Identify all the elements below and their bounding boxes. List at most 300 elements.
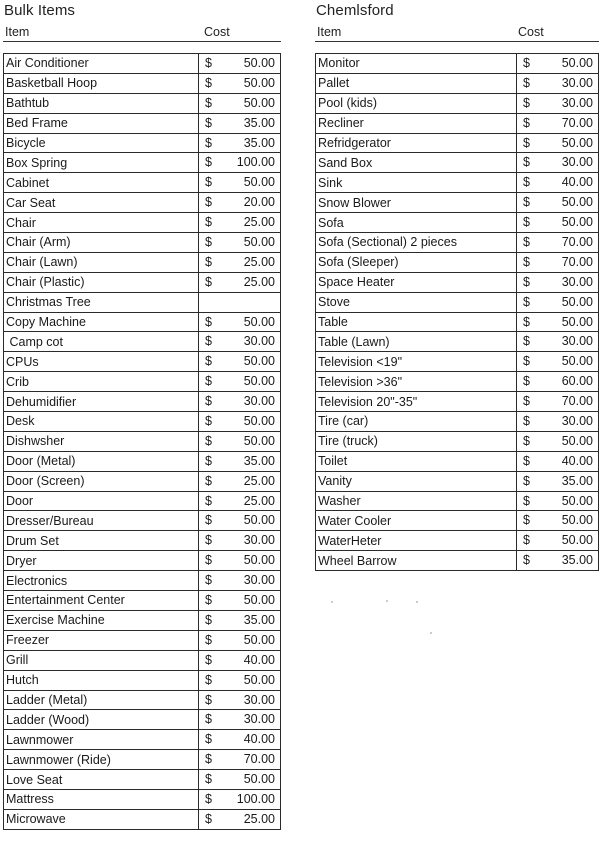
scan-speck [386,600,388,602]
item-cost [199,591,281,611]
item-name: Dresser/Bureau [4,511,199,531]
cost-amount: 20.00 [243,195,275,210]
cost-amount: 50.00 [561,56,593,70]
table-row [316,352,599,372]
currency-symbol: $ [205,752,212,767]
table-row [4,73,281,93]
currency-symbol: $ [523,354,530,369]
item-cost [517,292,599,312]
item-cost [517,471,599,491]
cost-amount: 30.00 [561,414,593,429]
cost-amount: 50.00 [243,56,275,70]
currency-symbol: $ [205,513,212,528]
item-name: Lawnmower [4,730,199,750]
item-name: Sofa (Sleeper) [316,252,517,272]
cost-amount: 50.00 [243,593,275,608]
item-cost [517,392,599,412]
item-cost [199,113,281,133]
scan-speck [331,601,333,603]
item-cost [517,372,599,392]
item-cost [199,650,281,670]
table-row [4,213,281,233]
cost-amount: 35.00 [243,612,275,627]
currency-symbol: $ [205,75,212,90]
table-header [315,25,599,42]
item-name: Chair (Lawn) [4,252,199,272]
cost-amount: 30.00 [243,712,275,727]
item-name: Table (Lawn) [316,332,517,352]
cost-amount: 50.00 [561,493,593,508]
cost-amount: 30.00 [243,692,275,707]
cost-amount: 50.00 [243,632,275,647]
table-row [4,252,281,272]
currency-symbol: $ [205,235,212,250]
table-row [4,54,281,74]
cost-amount: 50.00 [561,354,593,369]
item-name: Chair [4,213,199,233]
cost-amount: 50.00 [243,95,275,110]
cost-amount: 50.00 [243,772,275,787]
item-name: Washer [316,491,517,511]
currency-symbol: $ [523,334,530,349]
item-cost [199,173,281,193]
table-row [4,770,281,790]
currency-symbol: $ [523,195,530,210]
table-row [316,153,599,173]
item-name: Chair (Arm) [4,233,199,253]
item-cost [517,451,599,471]
table-row [4,670,281,690]
item-cost [199,292,281,312]
table-row [316,431,599,451]
item-cost [517,113,599,133]
item-cost [199,213,281,233]
item-cost [199,352,281,372]
item-cost [199,133,281,153]
item-name: Grill [4,650,199,670]
cost-amount: 25.00 [243,254,275,269]
chelmsford-table [315,53,599,571]
item-name: Television 20"-35" [316,392,517,412]
table-row [316,193,599,213]
currency-symbol: $ [523,274,530,289]
item-cost [517,412,599,432]
item-name: Bathtub [4,93,199,113]
cost-amount: 50.00 [243,175,275,190]
item-cost [199,730,281,750]
item-name: Pallet [316,73,517,93]
item-name: Toilet [316,451,517,471]
table-row [4,491,281,511]
table-row [316,551,599,571]
table-row [316,113,599,133]
cost-amount: 30.00 [561,334,593,349]
item-name: Cabinet [4,173,199,193]
table-row [316,133,599,153]
table-row [316,471,599,491]
currency-symbol: $ [205,732,212,747]
currency-symbol: $ [523,135,530,150]
table-row [316,412,599,432]
item-cost [199,392,281,412]
currency-symbol: $ [205,593,212,608]
currency-symbol: $ [205,612,212,627]
currency-symbol: $ [523,175,530,190]
cost-amount: 40.00 [243,652,275,667]
item-name: Wheel Barrow [316,551,517,571]
currency-symbol: $ [205,95,212,110]
item-cost [517,352,599,372]
cost-amount: 50.00 [561,215,593,230]
item-cost [199,233,281,253]
item-cost [517,93,599,113]
table-row [316,312,599,332]
table-row [316,213,599,233]
item-cost [199,770,281,790]
table-row [4,750,281,770]
cost-amount: 50.00 [243,513,275,528]
table-row [316,173,599,193]
item-cost [199,412,281,432]
scan-speck [430,632,432,634]
table-row [4,272,281,292]
currency-symbol: $ [205,791,212,806]
table-row [4,610,281,630]
item-name: Drum Set [4,531,199,551]
item-name: Dryer [4,551,199,571]
currency-symbol: $ [523,493,530,508]
item-name: Tire (car) [316,412,517,432]
cost-amount: 50.00 [561,314,593,329]
currency-symbol: $ [205,652,212,667]
item-name: Lawnmower (Ride) [4,750,199,770]
table-row [316,73,599,93]
item-name: Tire (truck) [316,431,517,451]
cost-amount: 35.00 [243,115,275,130]
table-row [316,252,599,272]
currency-symbol: $ [205,195,212,210]
item-cost [199,750,281,770]
cost-amount: 50.00 [561,513,593,528]
table-row [316,511,599,531]
cost-amount: 50.00 [243,553,275,568]
item-cost [517,272,599,292]
item-cost [199,372,281,392]
cost-amount: 40.00 [561,453,593,468]
item-name: Copy Machine [4,312,199,332]
item-name: Bed Frame [4,113,199,133]
item-name: Car Seat [4,193,199,213]
table-row [4,531,281,551]
item-cost [517,73,599,93]
section-title: Chemlsford [316,2,394,19]
item-name: Camp cot [4,332,199,352]
item-name: Table [316,312,517,332]
item-name: Dishwsher [4,431,199,451]
currency-symbol: $ [205,533,212,548]
currency-symbol: $ [205,811,212,826]
table-row [4,312,281,332]
currency-symbol: $ [205,155,212,170]
item-name: Refridgerator [316,133,517,153]
currency-symbol: $ [523,95,530,110]
item-name: Love Seat [4,770,199,790]
table-row [4,551,281,571]
currency-symbol: $ [523,235,530,250]
currency-symbol: $ [205,573,212,588]
cost-amount: 35.00 [561,473,593,488]
table-row [4,372,281,392]
currency-symbol: $ [523,533,530,548]
currency-symbol: $ [523,215,530,230]
cost-amount: 30.00 [561,155,593,170]
cost-amount: 25.00 [243,811,275,826]
item-cost [199,491,281,511]
cost-amount: 50.00 [243,314,275,329]
item-cost [517,551,599,571]
table-row [4,332,281,352]
header-item: Item [317,25,342,39]
table-row [316,233,599,253]
currency-symbol: $ [523,553,530,568]
bulk-items-table [3,53,281,830]
currency-symbol: $ [205,772,212,787]
item-cost [517,153,599,173]
item-name: Television >36" [316,372,517,392]
cost-amount: 50.00 [561,135,593,150]
table-row [4,591,281,611]
header-cost: Cost [518,25,544,39]
item-cost [517,173,599,193]
item-name: Basketball Hoop [4,73,199,93]
table-row [316,54,599,74]
item-name: Door (Screen) [4,471,199,491]
cost-amount: 30.00 [243,573,275,588]
item-cost [517,531,599,551]
item-name: Space Heater [316,272,517,292]
item-name: Recliner [316,113,517,133]
item-cost [199,710,281,730]
item-cost [517,233,599,253]
item-cost [517,54,599,74]
table-header [3,25,281,42]
item-name: Box Spring [4,153,199,173]
cost-amount: 35.00 [561,553,593,568]
currency-symbol: $ [205,433,212,448]
cost-amount: 50.00 [243,235,275,250]
cost-amount: 25.00 [243,215,275,230]
item-cost [199,789,281,809]
cost-amount: 50.00 [243,414,275,429]
item-name: Sink [316,173,517,193]
cost-amount: 70.00 [561,235,593,250]
item-cost [199,54,281,74]
currency-symbol: $ [523,433,530,448]
currency-symbol: $ [205,135,212,150]
table-row [4,809,281,829]
cost-amount: 50.00 [243,354,275,369]
cost-amount: 40.00 [243,732,275,747]
currency-symbol: $ [523,374,530,389]
table-row [316,451,599,471]
currency-symbol: $ [205,354,212,369]
item-name: Door [4,491,199,511]
currency-symbol: $ [205,632,212,647]
table-row [4,392,281,412]
cost-amount: 30.00 [243,334,275,349]
currency-symbol: $ [205,473,212,488]
cost-amount: 50.00 [561,433,593,448]
item-cost [199,511,281,531]
item-name: Chair (Plastic) [4,272,199,292]
table-row [4,113,281,133]
table-row [316,93,599,113]
table-row [316,531,599,551]
item-name: Air Conditioner [4,54,199,74]
currency-symbol: $ [523,56,530,70]
cost-amount: 30.00 [561,274,593,289]
section-title: Bulk Items [4,2,76,19]
table-row [4,471,281,491]
currency-symbol: $ [205,374,212,389]
currency-symbol: $ [523,294,530,309]
item-name: CPUs [4,352,199,372]
currency-symbol: $ [205,314,212,329]
item-cost [517,213,599,233]
item-name: Entertainment Center [4,591,199,611]
item-cost [199,312,281,332]
cost-amount: 70.00 [243,752,275,767]
item-name: Bicycle [4,133,199,153]
currency-symbol: $ [523,394,530,409]
table-row [4,193,281,213]
currency-symbol: $ [205,672,212,687]
currency-symbol: $ [205,493,212,508]
table-row [316,272,599,292]
header-item: Item [5,25,30,39]
item-name: Desk [4,412,199,432]
item-name: Exercise Machine [4,610,199,630]
item-name: Electronics [4,571,199,591]
cost-amount: 25.00 [243,473,275,488]
currency-symbol: $ [205,712,212,727]
table-row [4,690,281,710]
currency-symbol: $ [205,215,212,230]
item-cost [517,312,599,332]
currency-symbol: $ [523,115,530,130]
item-cost [199,809,281,829]
scan-speck [416,601,418,603]
item-name: Sofa (Sectional) 2 pieces [316,233,517,253]
currency-symbol: $ [205,553,212,568]
cost-amount: 30.00 [561,75,593,90]
item-cost [199,153,281,173]
table-row [4,292,281,312]
item-name: Vanity [316,471,517,491]
item-cost [199,272,281,292]
table-row [4,511,281,531]
cost-amount: 50.00 [561,195,593,210]
table-row [4,630,281,650]
header-cost: Cost [204,25,230,39]
currency-symbol: $ [523,453,530,468]
cost-amount: 30.00 [243,533,275,548]
cost-amount: 70.00 [561,254,593,269]
item-name: Ladder (Metal) [4,690,199,710]
item-name: Christmas Tree [4,292,199,312]
cost-amount: 50.00 [243,374,275,389]
item-cost [199,471,281,491]
item-name: Monitor [316,54,517,74]
cost-amount: 25.00 [243,493,275,508]
table-row [4,451,281,471]
item-name: Door (Metal) [4,451,199,471]
cost-amount: 50.00 [243,672,275,687]
item-name: Snow Blower [316,193,517,213]
item-name: Microwave [4,809,199,829]
currency-symbol: $ [205,414,212,429]
table-row [4,173,281,193]
table-row [4,730,281,750]
table-row [4,571,281,591]
cost-amount: 30.00 [561,95,593,110]
item-cost [199,690,281,710]
table-row [4,233,281,253]
table-row [4,93,281,113]
table-row [4,352,281,372]
cost-amount: 50.00 [561,294,593,309]
currency-symbol: $ [523,414,530,429]
currency-symbol: $ [205,692,212,707]
currency-symbol: $ [205,453,212,468]
item-cost [517,332,599,352]
currency-symbol: $ [205,394,212,409]
item-cost [199,531,281,551]
item-cost [199,630,281,650]
currency-symbol: $ [205,115,212,130]
currency-symbol: $ [523,513,530,528]
item-cost [199,332,281,352]
cost-amount: 50.00 [243,75,275,90]
currency-symbol: $ [205,274,212,289]
table-row [316,332,599,352]
item-name: Crib [4,372,199,392]
item-cost [517,511,599,531]
table-row [316,491,599,511]
table-row [4,789,281,809]
item-name: Mattress [4,789,199,809]
item-name: Water Cooler [316,511,517,531]
item-name: Hutch [4,670,199,690]
item-name: Pool (kids) [316,93,517,113]
item-cost [199,93,281,113]
cost-amount: 25.00 [243,274,275,289]
cost-amount: 40.00 [561,175,593,190]
table-row [4,153,281,173]
item-cost [199,610,281,630]
cost-amount: 30.00 [243,394,275,409]
item-cost [517,193,599,213]
table-row [4,412,281,432]
cost-amount: 100.00 [236,791,275,806]
cost-amount: 70.00 [561,115,593,130]
item-cost [199,451,281,471]
item-cost [517,133,599,153]
currency-symbol: $ [205,254,212,269]
cost-amount: 100.00 [236,155,275,170]
table-row [316,372,599,392]
table-row [316,292,599,312]
